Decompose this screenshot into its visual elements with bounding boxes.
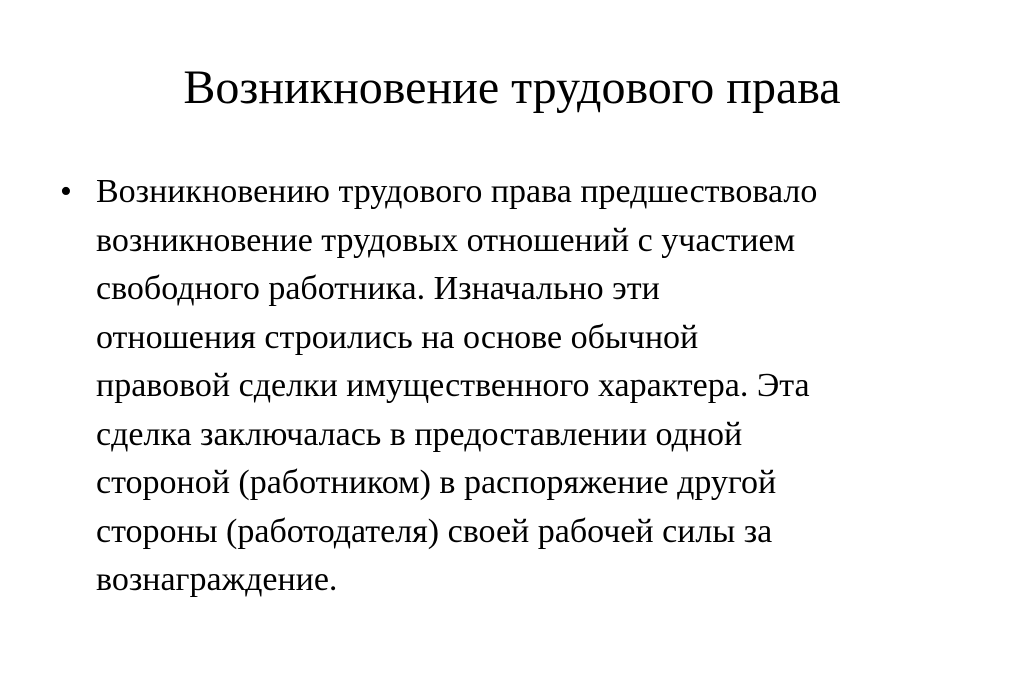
bullet-text-line: отношения строились на основе обычной <box>96 318 699 356</box>
bullet-item <box>60 168 960 605</box>
bullet-text-line: стороны (работодателя) своей рабочей силы за <box>96 512 773 550</box>
bullet-text <box>96 168 960 605</box>
bullet-text-line: сделка заключалась в предоставлении одной <box>96 415 743 453</box>
bullet-text-line: Возникновению трудового права предшествовало <box>96 173 818 210</box>
bullet-text-line: правовой сделки имущественного характера. Эта <box>96 367 810 404</box>
bullet-text-line: стороной (работником) в распоряжение другой <box>96 464 777 501</box>
slide-title: Возникновение трудового права <box>183 61 841 114</box>
bullet-text-line: свободного работника. Изначально эти <box>96 270 660 307</box>
bullet-list <box>60 168 960 605</box>
bullet-text-line: вознаграждение. <box>96 561 338 598</box>
bullet-text-line: возникновение трудовых отношений с участием <box>96 221 796 259</box>
bullet-dot-icon: • <box>60 173 72 210</box>
